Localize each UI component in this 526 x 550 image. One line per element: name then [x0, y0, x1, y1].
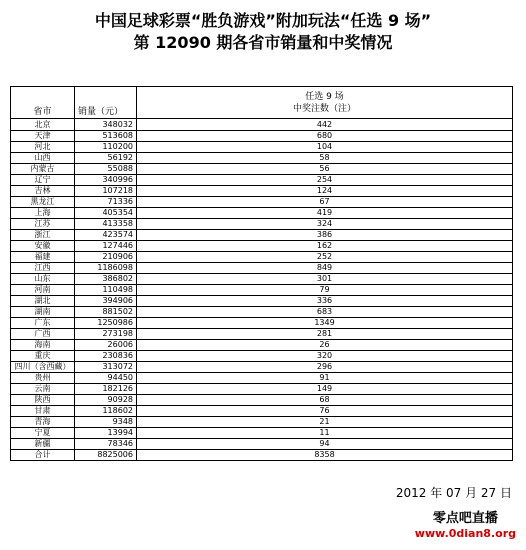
cell-winners: 79: [137, 285, 513, 296]
cell-winners: 320: [137, 351, 513, 362]
cell-sales: 56192: [75, 153, 137, 164]
cell-province: 湖北: [11, 296, 75, 307]
table-row: [11, 351, 513, 362]
cell-province: 江西: [11, 263, 75, 274]
cell-winners: 11: [137, 428, 513, 439]
cell-sales: 110498: [75, 285, 137, 296]
table-row: [11, 186, 513, 197]
table-row: [11, 263, 513, 274]
table-row: [11, 428, 513, 439]
cell-winners: 56: [137, 164, 513, 175]
cell-winners: 26: [137, 340, 513, 351]
header-winners-line1: 任选 9 场: [305, 91, 344, 102]
cell-sales: 513608: [75, 131, 137, 142]
cell-province: 河南: [11, 285, 75, 296]
cell-winners: 281: [137, 329, 513, 340]
table-row: [11, 153, 513, 164]
cell-sales: 394906: [75, 296, 137, 307]
cell-winners: 1349: [137, 318, 513, 329]
table-row: [11, 175, 513, 186]
cell-winners: 149: [137, 384, 513, 395]
table-row: [11, 296, 513, 307]
cell-sales: 273198: [75, 329, 137, 340]
header-winners: [137, 87, 513, 119]
cell-province: 河北: [11, 142, 75, 153]
cell-province: 青海: [11, 417, 75, 428]
cell-sales: 230836: [75, 351, 137, 362]
cell-sales: 13994: [75, 428, 137, 439]
cell-sales: 26006: [75, 340, 137, 351]
cell-winners: 324: [137, 219, 513, 230]
watermark-logo: [415, 511, 516, 541]
table-row: [11, 373, 513, 384]
header-province: 省市: [11, 87, 75, 119]
table-row: [11, 439, 513, 450]
cell-sales: 9348: [75, 417, 137, 428]
cell-province: 湖南: [11, 307, 75, 318]
cell-province: 甘肃: [11, 406, 75, 417]
table-row: [11, 131, 513, 142]
cell-province: 吉林: [11, 186, 75, 197]
cell-winners: 162: [137, 241, 513, 252]
cell-province: 广东: [11, 318, 75, 329]
cell-province: 上海: [11, 208, 75, 219]
cell-province: 天津: [11, 131, 75, 142]
cell-sales: 386802: [75, 274, 137, 285]
cell-province: 陕西: [11, 395, 75, 406]
cell-sales: 210906: [75, 252, 137, 263]
cell-winners: 21: [137, 417, 513, 428]
table-row: [11, 329, 513, 340]
header-sales: 销量（元）: [75, 87, 137, 119]
cell-province: 内蒙古: [11, 164, 75, 175]
cell-winners: 94: [137, 439, 513, 450]
cell-sales: 118602: [75, 406, 137, 417]
cell-sales: 110200: [75, 142, 137, 153]
cell-winners: 91: [137, 373, 513, 384]
cell-winners: 336: [137, 296, 513, 307]
cell-winners: 442: [137, 119, 513, 131]
table-row: [11, 362, 513, 373]
cell-province: 海南: [11, 340, 75, 351]
cell-winners: 254: [137, 175, 513, 186]
cell-winners: 252: [137, 252, 513, 263]
cell-winners: 8358: [137, 450, 513, 461]
cell-sales: 340996: [75, 175, 137, 186]
cell-sales: 1186098: [75, 263, 137, 274]
cell-province: 重庆: [11, 351, 75, 362]
table-row: [11, 450, 513, 461]
cell-province: 黑龙江: [11, 197, 75, 208]
watermark-url: www.0dian8.org: [414, 527, 516, 540]
cell-winners: 683: [137, 307, 513, 318]
table-row: [11, 241, 513, 252]
cell-province: 福建: [11, 252, 75, 263]
cell-province: 贵州: [11, 373, 75, 384]
table-row: [11, 285, 513, 296]
cell-province: 辽宁: [11, 175, 75, 186]
table-row: [11, 252, 513, 263]
cell-winners: 419: [137, 208, 513, 219]
sales-table: [10, 86, 513, 461]
table-row: [11, 274, 513, 285]
cell-winners: 386: [137, 230, 513, 241]
cell-province: 四川（含西藏）: [11, 362, 75, 373]
table-header-row: [11, 87, 513, 119]
watermark-name: 零点吧直播: [432, 511, 498, 526]
table-row: [11, 119, 513, 131]
table-row: [11, 197, 513, 208]
table-row: [11, 208, 513, 219]
cell-winners: 58: [137, 153, 513, 164]
cell-sales: 71336: [75, 197, 137, 208]
cell-province: 北京: [11, 119, 75, 131]
cell-sales: 94450: [75, 373, 137, 384]
cell-province: 浙江: [11, 230, 75, 241]
table-row: [11, 340, 513, 351]
table-row: [11, 164, 513, 175]
cell-province: 山东: [11, 274, 75, 285]
cell-sales: 313072: [75, 362, 137, 373]
cell-province: 合计: [11, 450, 75, 461]
cell-winners: 104: [137, 142, 513, 153]
cell-winners: 124: [137, 186, 513, 197]
table-row: [11, 406, 513, 417]
cell-sales: 55088: [75, 164, 137, 175]
table-row: [11, 395, 513, 406]
cell-winners: 67: [137, 197, 513, 208]
cell-sales: 405354: [75, 208, 137, 219]
cell-winners: 680: [137, 131, 513, 142]
report-date: 2012 年 07 月 27 日: [395, 486, 512, 500]
cell-winners: 849: [137, 263, 513, 274]
cell-winners: 68: [137, 395, 513, 406]
table-row: [11, 417, 513, 428]
cell-winners: 296: [137, 362, 513, 373]
table-row: [11, 318, 513, 329]
cell-sales: 107218: [75, 186, 137, 197]
cell-winners: 301: [137, 274, 513, 285]
cell-sales: 127446: [75, 241, 137, 252]
table-row: [11, 230, 513, 241]
cell-province: 安徽: [11, 241, 75, 252]
cell-sales: 348032: [75, 119, 137, 131]
cell-sales: 8825006: [75, 450, 137, 461]
cell-province: 江苏: [11, 219, 75, 230]
cell-sales: 423574: [75, 230, 137, 241]
cell-sales: 413358: [75, 219, 137, 230]
page-title-line2: 第 12090 期各省市销量和中奖情况: [133, 33, 393, 52]
page-title-line1: 中国足球彩票“胜负游戏”附加玩法“任选 9 场”: [94, 11, 432, 30]
cell-sales: 78346: [75, 439, 137, 450]
cell-sales: 182126: [75, 384, 137, 395]
cell-winners: 76: [137, 406, 513, 417]
table-row: [11, 384, 513, 395]
header-winners-line2: 中奖注数（注）: [292, 103, 356, 114]
table-row: [11, 307, 513, 318]
cell-sales: 1250986: [75, 318, 137, 329]
cell-sales: 881502: [75, 307, 137, 318]
cell-sales: 90928: [75, 395, 137, 406]
table-row: [11, 219, 513, 230]
cell-province: 云南: [11, 384, 75, 395]
cell-province: 广西: [11, 329, 75, 340]
cell-province: 山西: [11, 153, 75, 164]
cell-province: 新疆: [11, 439, 75, 450]
cell-province: 宁夏: [11, 428, 75, 439]
table-row: [11, 142, 513, 153]
